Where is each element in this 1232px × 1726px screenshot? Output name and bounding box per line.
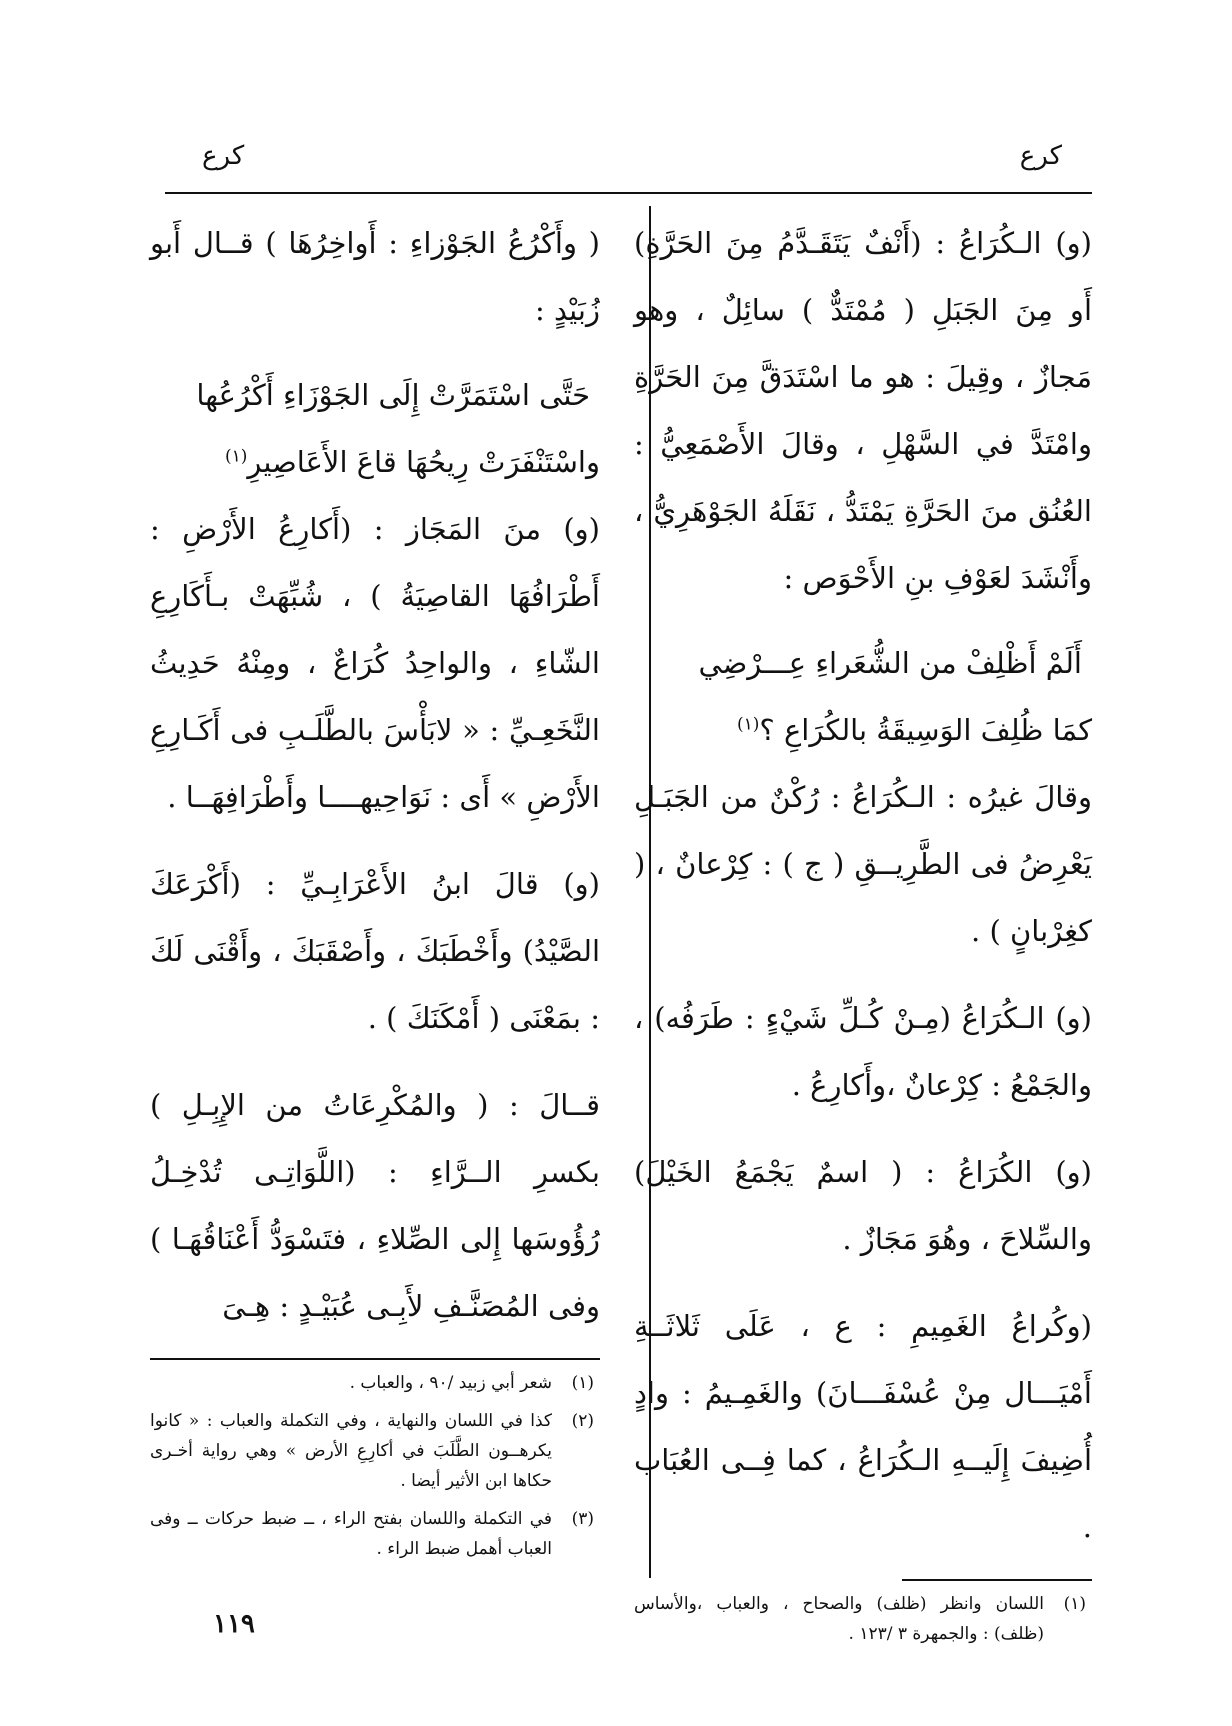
footnote-ref: (١) <box>736 714 760 735</box>
footnote-text: شعر أبي زبيد /٩٠ ، والعباب . <box>349 1373 552 1393</box>
verse-first-hemistich: أَلَمْ أَظْلِفْ من الشُّعَراءِ عِـــرْضِي <box>698 646 1082 680</box>
footnote-text: كذا في اللسان والنهاية ، وفي التكملة والعباب : « كانوا يكرهــون الطَّلَبَ في أكارِعِ الأرض » وهي رواية أخـرى حكاها ابن الأثير أيضا . <box>150 1411 552 1491</box>
entry-paragraph: (و) الكُرَاعُ : ( اسمٌ يَجْمَعُ الخَيْلَ) والسِّلاحَ ، وهُوَ مَجَازٌ . <box>634 1155 1092 1256</box>
footnote <box>150 1368 600 1398</box>
page-number: ١١٩ <box>213 1609 255 1639</box>
entry-paragraph: (و) قالَ ابنُ الأَعْرَابِـيِّ : (أَكْرَعَكَ الصَّيْدُ) وأَخْطَبَكَ ، وأَصْقَبَكَ ، وأَقْنَى لَكَ : بمَعْنَى ( أَمْكَنَكَ ) . <box>150 867 600 1035</box>
footnote-number: (٣) <box>571 1509 594 1529</box>
right-column <box>634 210 1092 1649</box>
header-rule <box>165 192 1092 194</box>
verse-first-hemistich: حَتَّى اسْتَمَرَّتْ إِلَى الجَوْزَاءِ أَكْرُعُها <box>196 378 590 412</box>
footnote <box>150 1406 600 1496</box>
entry-paragraph: ( وأَكْرُعُ الجَوْزاءِ : أَواخِرُهَا ) قــال أَبو زُبَيْدٍ : <box>150 226 600 327</box>
entry-paragraph: (و) الـكُرَاعُ (مِـنْ كُـلِّ شَيْءٍ : طَرَفُه) ، والجَمْعُ : كِرْعانٌ ،وأَكارِعُ . <box>634 1001 1092 1102</box>
footnote <box>150 1504 600 1564</box>
entry-paragraph: وقالَ غيرُه : الـكُرَاعُ : رُكْنٌ من الجَبَـلِ يَعْرِضُ فى الطَّرِيــقِ ( ج ) : كِرْعانٌ ، ( كغِرْبانٍ ) . <box>634 780 1092 948</box>
poem-verse <box>150 362 600 496</box>
verse-second-text: واسْتَنْفَرَتْ رِيحُهَا قاعَ الأَعَاصِيرِ <box>247 445 600 479</box>
verse-second-hemistich <box>634 697 1092 764</box>
footnote-number: (٢) <box>571 1411 594 1431</box>
left-column <box>150 210 600 1564</box>
entry-paragraph: (و) الـكُرَاعُ : (أَنْفٌ يَتَقَـدَّمُ مِنَ الحَرَّةِ) أَو مِنَ الجَبَلِ ( مُمْتَدٌّ ) سائِلٌ ، وهو مَجازٌ ، وقِيلَ : هو ما اسْتَدَقَّ مِنَ الحَرَّةِ وامْتَدَّ في السَّهْلِ ، وقالَ الأَصْمَعِيُّ : العُنُق منَ الحَرَّةِ يَمْتَدُّ ، نَقَلَهُ الجَوْهَرِيُّ ، وأَنْشَدَ لعَوْفِ بنِ الأَحْوَص : <box>634 226 1092 595</box>
verse-second-hemistich <box>150 429 600 496</box>
running-header-right: كرع <box>1019 141 1062 171</box>
footnote-rule <box>150 1358 600 1360</box>
footnote-text: اللسان وانظر (ظلف) والصحاح ، والعباب ،والأساس (ظلف) : والجمهرة ٣ /١٢٣ . <box>634 1594 1044 1644</box>
footnote-ref: (١) <box>224 446 248 467</box>
footnote-number: (١) <box>1063 1594 1086 1614</box>
entry-paragraph: (وكُراعُ الغَمِيمِ : ع ، عَلَى ثَلاثَــةِ أَمْيَـــال مِنْ عُسْفَـــانَ) والغَمِـيمُ : وادٍ أُضِيفَ إِلَيــهِ الـكُرَاعُ ، كما فِــى العُبَاب . <box>634 1309 1092 1544</box>
running-header-left: كرع <box>202 141 245 171</box>
footnote-rule <box>902 1579 1092 1581</box>
verse-second-text: كمَا ظُلِفَ الوَسِيقَةُ بالكُرَاعِ ؟ <box>759 713 1092 747</box>
entry-paragraph: (و) منَ المَجَاز : (أَكارِعُ الأَرْضِ : أَطْرَافُهَا القاصِيَةُ ) ، شُبِّهَتْ بـأَكَارِعِ الشّاءِ ، والواحِدُ كُرَاعٌ ، ومِنْهُ حَدِيثُ النَّخَعِـيِّ : « لابَأْسَ بالطَّلَـبِ فى أَكَـارِعِ الأَرْضِ » أَى : نَوَاحِيهــــا وأَطْرَافِهَــا . <box>150 512 600 814</box>
poem-verse <box>634 630 1092 764</box>
entry-paragraph: قــالَ : ( والمُكْرِعَاتُ من الإِبِـلِ ) بكسرِ الــرَّاءِ : (اللَّوَاتِـى تُدْخِـلُ رُؤُوسَها إِلى الصِّلاءِ ، فتَسْوَدُّ أَعْنَاقُهَـا ) وفى المُصَنَّـفِ لأَبِـى عُبَيْـدٍ : هِـىَ <box>150 1088 600 1323</box>
footnote <box>634 1589 1092 1649</box>
footnote-text: في التكملة واللسان بفتح الراء ، ــ ضبط حركات ــ وفى العباب أهمل ضبط الراء . <box>150 1509 552 1559</box>
footnote-number: (١) <box>571 1373 594 1393</box>
